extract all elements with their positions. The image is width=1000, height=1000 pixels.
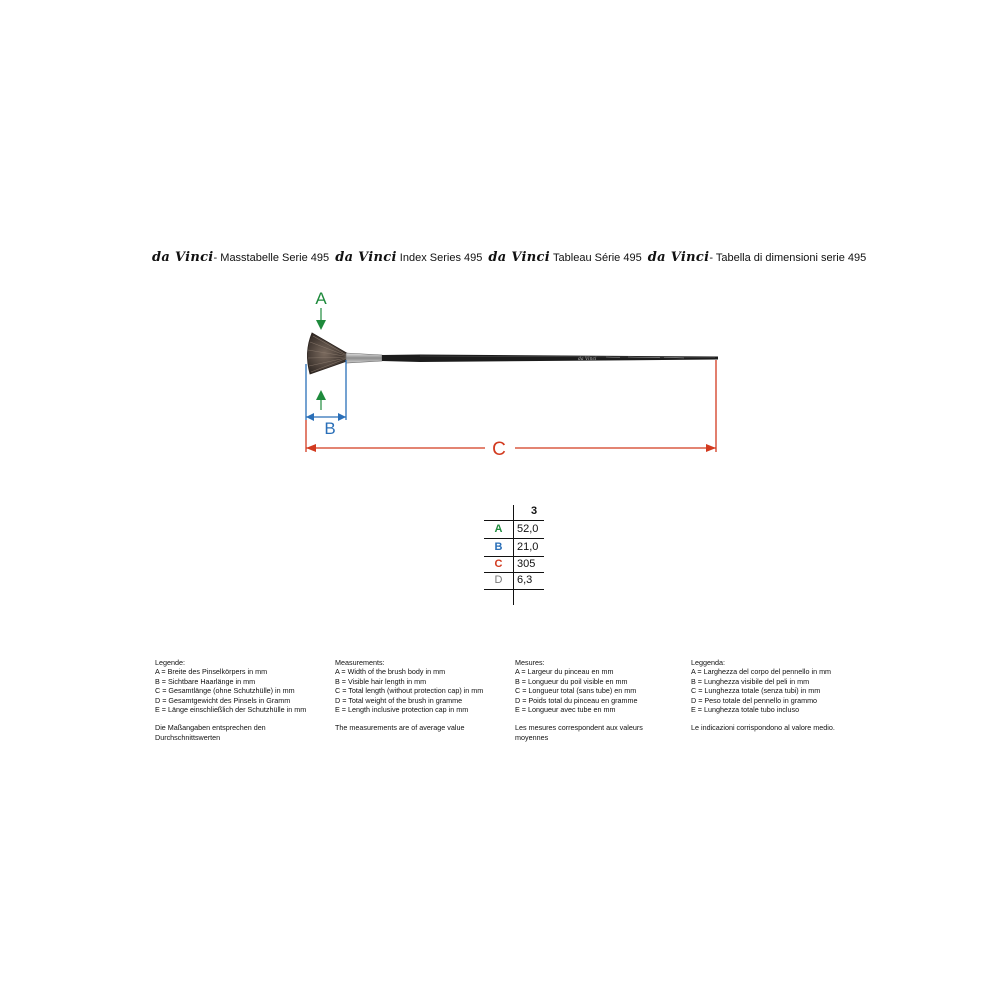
legend-line: C = Longueur total (sans tube) en mm <box>515 686 637 696</box>
brand-logo: da Vinci <box>335 250 397 265</box>
label-c: C <box>492 439 506 460</box>
title-fr: Tableau Série 495 <box>553 252 642 264</box>
dimension-c <box>306 360 716 452</box>
legend-line: D = Gesamtgewicht des Pinsels in Gramm <box>155 695 291 705</box>
legend-title: Legende: <box>155 658 185 667</box>
legend-line: A = Breite des Pinselkörpers in mm <box>155 667 268 677</box>
label-b: B <box>324 419 336 438</box>
page-title: da Vinci- Masstabelle Serie 495 da Vinci Index Series 495 da Vinci Tableau Série 495 da Vinci- Tabella di dimensioni serie 495 <box>152 250 867 265</box>
legend-it <box>691 658 869 733</box>
row-value-d: 6,3 <box>517 574 533 586</box>
legend-de <box>155 658 333 742</box>
legend-line: E = Length inclusive protection cap in mm <box>335 705 469 715</box>
title-en: Index Series 495 <box>399 252 483 264</box>
row-label-c: C <box>494 558 503 570</box>
label-a: A <box>315 289 327 308</box>
legend-line: D = Poids total du pinceau en gramme <box>515 695 638 705</box>
title-de: Masstabelle Serie 495 <box>220 252 330 264</box>
table-rule <box>484 538 544 539</box>
table-rule <box>484 589 544 590</box>
legend-line: A = Largeur du pinceau en mm <box>515 667 614 677</box>
legend-title: Leggenda: <box>691 658 725 667</box>
legend-note: The measurements are of average value <box>335 723 465 733</box>
row-label-d: D <box>494 574 503 586</box>
legend-line: B = Longueur du poil visible en mm <box>515 676 628 686</box>
legend-line: B = Sichtbare Haarlänge in mm <box>155 676 256 686</box>
row-value-b: 21,0 <box>517 541 539 553</box>
legend-line: C = Lunghezza totale (senza tubi) in mm <box>691 686 821 696</box>
legend-line: E = Lunghezza totale tubo incluso <box>691 705 800 715</box>
brand-logo: da Vinci <box>488 250 550 265</box>
row-value-c: 305 <box>517 558 536 570</box>
ferrule <box>346 353 382 363</box>
legend-note: Die Maßangaben entsprechen den Durchschnittswerten <box>155 723 266 742</box>
table-rule <box>484 556 544 557</box>
title-it: Tabella di dimensioni serie 495 <box>715 252 867 264</box>
row-label-b: B <box>494 541 503 553</box>
legend-title: Mesures: <box>515 658 545 667</box>
legend-en <box>335 658 513 733</box>
legend-note: Les mesures correspondent aux valeurs moyennes <box>515 723 643 742</box>
brand-logo: da Vinci <box>152 250 214 265</box>
legend-line: B = Lunghezza visibile del peli in mm <box>691 676 810 686</box>
legend-line: A = Larghezza del corpo del pennello in mm <box>691 667 832 677</box>
legend-line: E = Longueur avec tube en mm <box>515 705 616 715</box>
size-header: 3 <box>530 505 538 517</box>
legend-note: Le indicazioni corrispondono al valore medio. <box>691 723 835 733</box>
legend-line: B = Visible hair length in mm <box>335 676 427 686</box>
table-rule <box>484 520 544 521</box>
legend-line: A = Width of the brush body in mm <box>335 667 446 677</box>
legend-line: C = Total length (without protection cap) in mm <box>335 686 484 696</box>
brush-handle <box>382 355 718 363</box>
brand-logo: da Vinci <box>647 250 710 265</box>
legend-line: D = Peso totale del pennello in grammo <box>691 695 818 705</box>
brush-head <box>307 333 350 374</box>
row-label-a: A <box>494 523 503 535</box>
handle-imprint: da Vinci <box>578 357 597 362</box>
legend-fr <box>515 658 693 742</box>
table-rule <box>484 572 544 573</box>
row-value-a: 52,0 <box>517 523 539 535</box>
legend-line: D = Total weight of the brush in gramme <box>335 695 463 705</box>
legend-title: Measurements: <box>335 658 385 667</box>
legend-line: E = Länge einschließlich der Schutzhülle in mm <box>155 705 307 715</box>
legend-line: C = Gesamtlänge (ohne Schutzhülle) in mm <box>155 686 295 696</box>
size-table <box>484 505 554 605</box>
